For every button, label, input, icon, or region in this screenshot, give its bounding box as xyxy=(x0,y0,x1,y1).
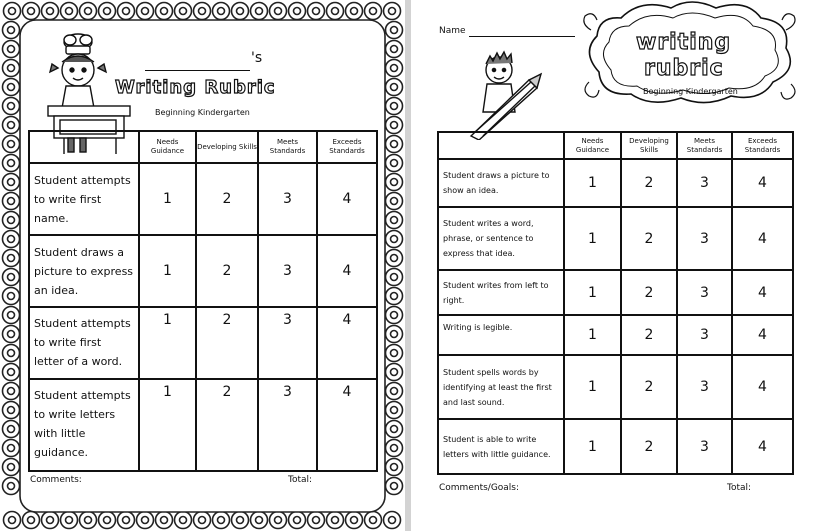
score-cell[interactable]: 3 xyxy=(677,355,732,419)
score-cell[interactable]: 2 xyxy=(621,355,677,419)
column-header: Exceeds Standards xyxy=(732,132,793,159)
column-header: Developing Skills xyxy=(621,132,677,159)
title-line-2: rubric xyxy=(644,56,724,81)
score-cell[interactable]: 1 xyxy=(564,355,621,419)
table-row xyxy=(438,355,793,419)
right-rubric-page xyxy=(411,0,821,531)
criterion-text: Student attempts to write letters with little guidance. xyxy=(34,389,131,459)
column-header: Developing Skills xyxy=(196,131,258,163)
criterion-cell xyxy=(438,159,564,207)
comments-label: Comments: xyxy=(30,475,82,485)
score-cell[interactable]: 3 xyxy=(258,163,317,235)
criterion-text: Student draws a picture to express an idea. xyxy=(34,245,134,297)
criterion-cell xyxy=(438,355,564,419)
score-cell[interactable]: 4 xyxy=(732,207,793,270)
score-cell[interactable]: 4 xyxy=(732,419,793,474)
boy-with-pencil-illustration xyxy=(469,50,544,140)
table-row xyxy=(438,419,793,474)
criterion-text: Student attempts to write first name. xyxy=(34,173,131,225)
criterion-cell xyxy=(438,207,564,270)
table-row xyxy=(29,235,377,307)
comments-goals-label: Comments/Goals: xyxy=(439,483,520,493)
criterion-text: Student spells words by identifying at least the first and last sound. xyxy=(443,367,552,407)
table-row xyxy=(438,207,793,270)
criterion-cell xyxy=(29,163,139,235)
possessive-suffix: 's xyxy=(251,50,263,66)
table-row xyxy=(438,270,793,315)
score-cell[interactable]: 4 xyxy=(317,307,377,379)
criteria-header xyxy=(29,131,139,163)
score-cell[interactable]: 1 xyxy=(564,159,621,207)
criterion-text: Student writes from left to right. xyxy=(443,280,549,305)
criteria-header xyxy=(438,132,564,159)
score-cell[interactable]: 1 xyxy=(139,307,196,379)
page-subtitle: Beginning Kindergarten xyxy=(155,108,250,117)
score-cell[interactable]: 3 xyxy=(677,315,732,355)
score-cell[interactable]: 3 xyxy=(677,270,732,315)
criterion-text: Student is able to write letters with little guidance. xyxy=(443,434,551,459)
score-cell[interactable]: 3 xyxy=(258,379,317,471)
score-cell[interactable]: 1 xyxy=(564,270,621,315)
criterion-text: Student attempts to write first letter of a word. xyxy=(34,317,131,368)
rubric-table xyxy=(28,130,378,472)
score-cell[interactable]: 4 xyxy=(732,315,793,355)
title-line-1: writing xyxy=(636,30,732,55)
column-header: Needs Guidance xyxy=(564,132,621,159)
rubric-table xyxy=(437,131,794,475)
page-subtitle: Beginning Kindergarten xyxy=(643,87,738,96)
page-title: Writing Rubric xyxy=(115,77,276,98)
column-header: Meets Standards xyxy=(677,132,732,159)
score-cell[interactable]: 4 xyxy=(732,270,793,315)
criterion-cell xyxy=(438,270,564,315)
score-cell[interactable]: 2 xyxy=(621,315,677,355)
score-cell[interactable]: 3 xyxy=(258,307,317,379)
table-row xyxy=(29,379,377,471)
score-cell[interactable]: 2 xyxy=(196,235,258,307)
header-row xyxy=(29,131,377,163)
score-cell[interactable]: 1 xyxy=(564,419,621,474)
criterion-text: Writing is legible. xyxy=(443,323,513,332)
name-label: Name xyxy=(439,26,466,36)
criterion-cell xyxy=(29,235,139,307)
name-input-line[interactable] xyxy=(469,25,575,37)
score-cell[interactable]: 1 xyxy=(139,235,196,307)
criterion-cell xyxy=(438,419,564,474)
score-cell[interactable]: 4 xyxy=(732,355,793,419)
score-cell[interactable]: 1 xyxy=(564,207,621,270)
column-header: Needs Guidance xyxy=(139,131,196,163)
header-row xyxy=(438,132,793,159)
score-cell[interactable]: 4 xyxy=(317,379,377,471)
total-label: Total: xyxy=(288,475,313,485)
score-cell[interactable]: 2 xyxy=(621,419,677,474)
score-cell[interactable]: 2 xyxy=(621,270,677,315)
table-row xyxy=(438,159,793,207)
criterion-text: Student writes a word, phrase, or sentence to express that idea. xyxy=(443,219,534,258)
left-rubric-page xyxy=(0,0,405,531)
score-cell[interactable]: 1 xyxy=(564,315,621,355)
table-row xyxy=(29,163,377,235)
student-name-line[interactable] xyxy=(145,58,250,71)
score-cell[interactable]: 2 xyxy=(196,379,258,471)
score-cell[interactable]: 1 xyxy=(139,379,196,471)
criterion-text: Student draws a picture to show an idea. xyxy=(443,171,550,195)
criterion-cell xyxy=(438,315,564,355)
score-cell[interactable]: 4 xyxy=(317,163,377,235)
score-cell[interactable]: 3 xyxy=(677,159,732,207)
score-cell[interactable]: 4 xyxy=(732,159,793,207)
criterion-cell xyxy=(29,379,139,471)
score-cell[interactable]: 2 xyxy=(196,307,258,379)
score-cell[interactable]: 3 xyxy=(258,235,317,307)
criterion-cell xyxy=(29,307,139,379)
score-cell[interactable]: 2 xyxy=(621,207,677,270)
score-cell[interactable]: 4 xyxy=(317,235,377,307)
table-row xyxy=(29,307,377,379)
score-cell[interactable]: 2 xyxy=(196,163,258,235)
table-row xyxy=(438,315,793,355)
score-cell[interactable]: 2 xyxy=(621,159,677,207)
score-cell[interactable]: 1 xyxy=(139,163,196,235)
column-header: Exceeds Standards xyxy=(317,131,377,163)
score-cell[interactable]: 3 xyxy=(677,207,732,270)
column-header: Meets Standards xyxy=(258,131,317,163)
score-cell[interactable]: 3 xyxy=(677,419,732,474)
total-label: Total: xyxy=(727,483,752,493)
